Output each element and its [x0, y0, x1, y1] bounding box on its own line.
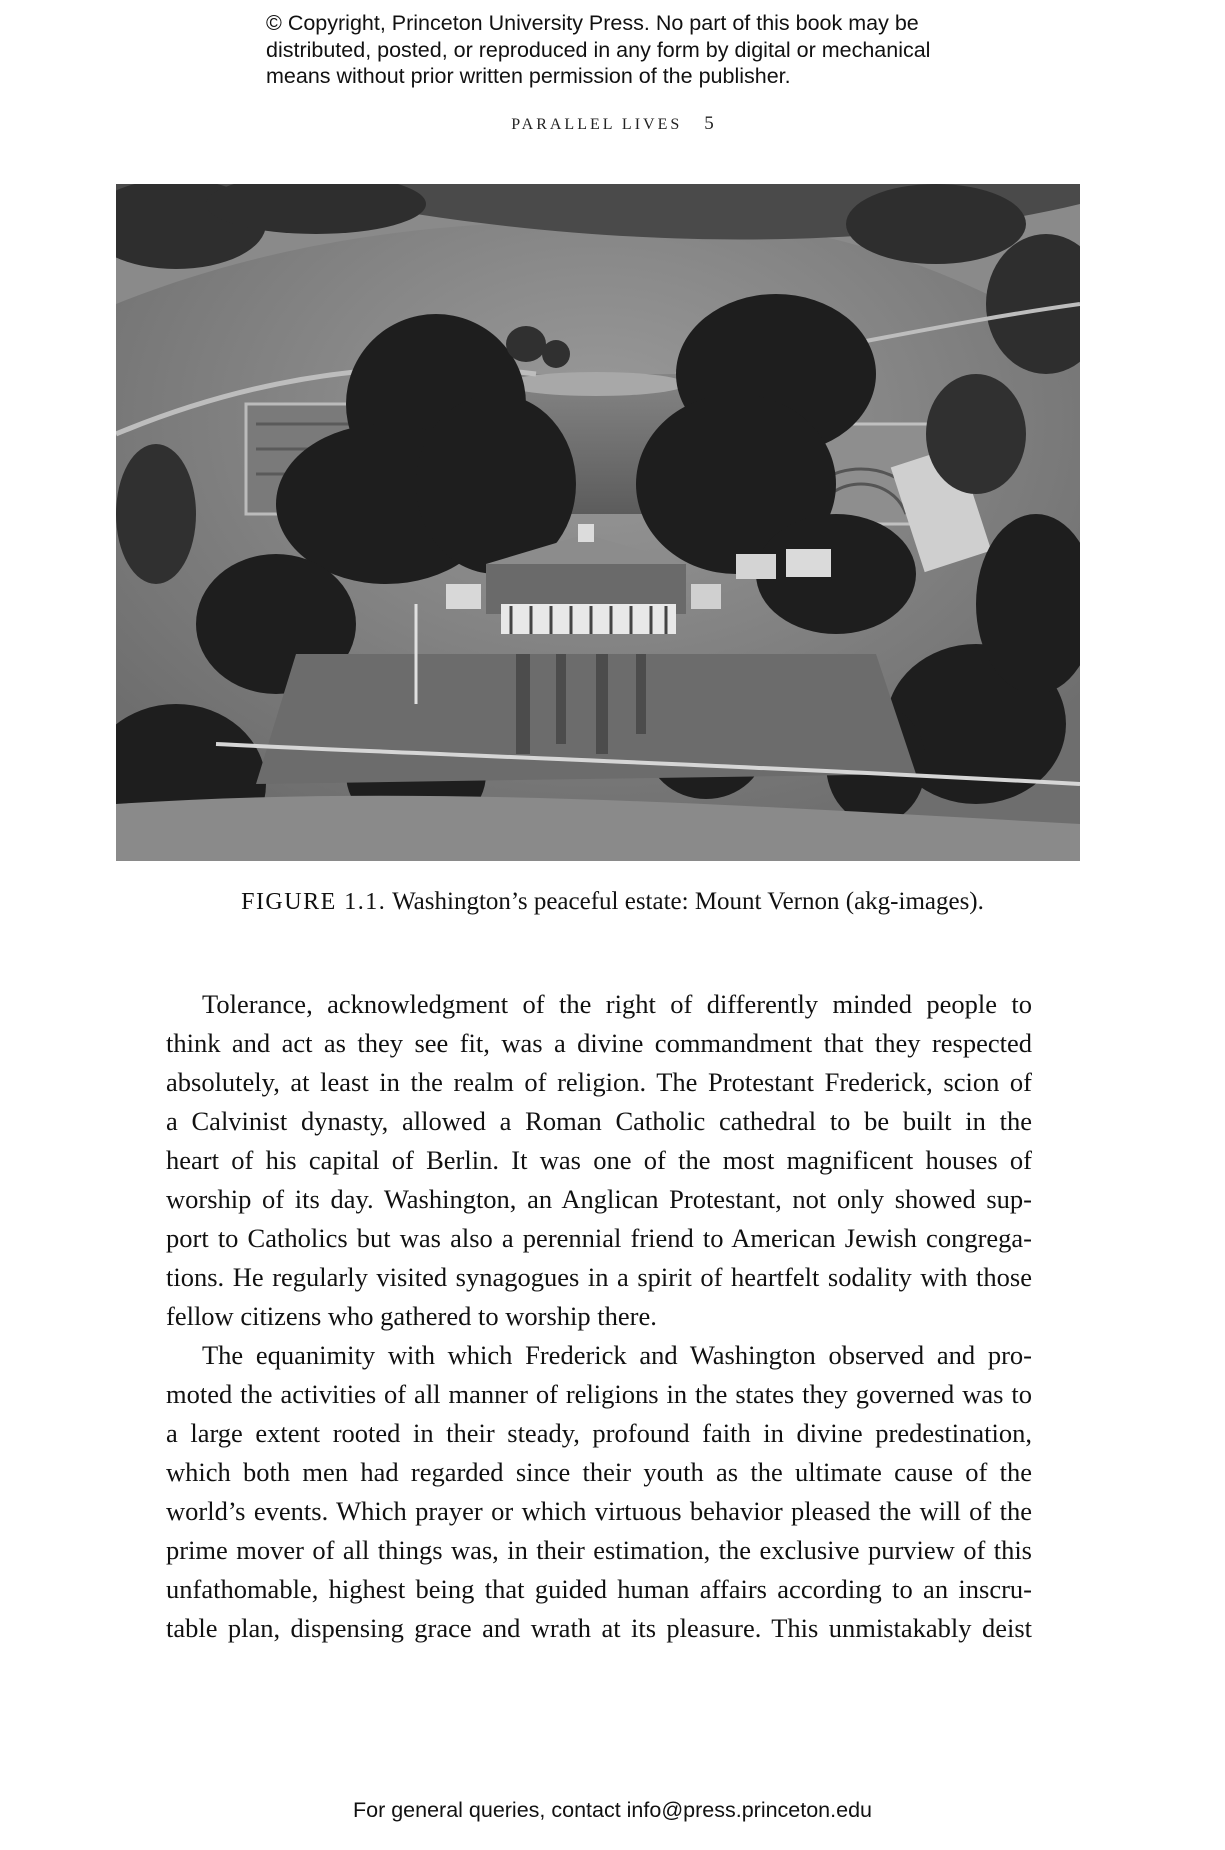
copyright-line: means without prior written permission of the publisher.	[266, 64, 791, 88]
text-line: worship of its day. Washington, an Anglican Protestant, not only showed sup-	[166, 1184, 1032, 1214]
text-line: which both men had regarded since their youth as the ultimate cause of the	[166, 1457, 1032, 1487]
copyright-notice	[266, 10, 1026, 90]
figure-photo	[116, 184, 1080, 861]
text-line: absolutely, at least in the realm of religion. The Protestant Frederick, scion of	[166, 1067, 1032, 1097]
text-line: heart of his capital of Berlin. It was one of the most magnificent houses of	[166, 1145, 1032, 1175]
text-line: a Calvinist dynasty, allowed a Roman Catholic cathedral to be built in the	[166, 1106, 1032, 1136]
text-line: prime mover of all things was, in their estimation, the exclusive purview of this	[166, 1535, 1032, 1565]
text-line: The equanimity with which Frederick and Washington observed and pro-	[202, 1340, 1032, 1370]
text-line: fellow citizens who gathered to worship there.	[166, 1301, 657, 1331]
copyright-line: © Copyright, Princeton University Press. No part of this book may be	[266, 11, 919, 35]
text-line: tions. He regularly visited synagogues in a spirit of heartfelt sodality with those	[166, 1262, 1032, 1292]
page-number: 5	[704, 113, 714, 134]
aerial-estate-photo	[116, 184, 1080, 861]
figure-label: FIGURE 1.1.	[241, 889, 387, 915]
text-line: think and act as they see fit, was a divine commandment that they respected	[166, 1028, 1032, 1058]
text-line: a large extent rooted in their steady, profound faith in divine predestination,	[166, 1418, 1032, 1448]
copyright-line: distributed, posted, or reproduced in any form by digital or mechanical	[266, 37, 931, 62]
footer-contact: For general queries, contact info@press.princeton.edu	[352, 1798, 872, 1822]
paragraph	[166, 1336, 1032, 1648]
figure-caption-text: Washington’s peaceful estate: Mount Vernon (akg-images).	[392, 888, 984, 915]
running-head	[0, 113, 1225, 135]
text-line: world’s events. Which prayer or which virtuous behavior pleased the will of the	[166, 1496, 1032, 1526]
running-head-title: PARALLEL LIVES	[511, 116, 683, 133]
text-line: unfathomable, highest being that guided human affairs according to an inscru-	[166, 1574, 1032, 1604]
text-line: table plan, dispensing grace and wrath at its pleasure. This unmistakably deist	[166, 1613, 1032, 1643]
paragraph	[166, 985, 1032, 1336]
body-text	[166, 985, 1032, 1648]
text-line: port to Catholics but was also a perennial friend to American Jewish congrega-	[166, 1223, 1032, 1253]
text-line: moted the activities of all manner of religions in the states they governed was to	[166, 1379, 1032, 1409]
figure-caption	[0, 888, 1225, 916]
text-line: Tolerance, acknowledgment of the right of differently minded people to	[202, 989, 1032, 1019]
